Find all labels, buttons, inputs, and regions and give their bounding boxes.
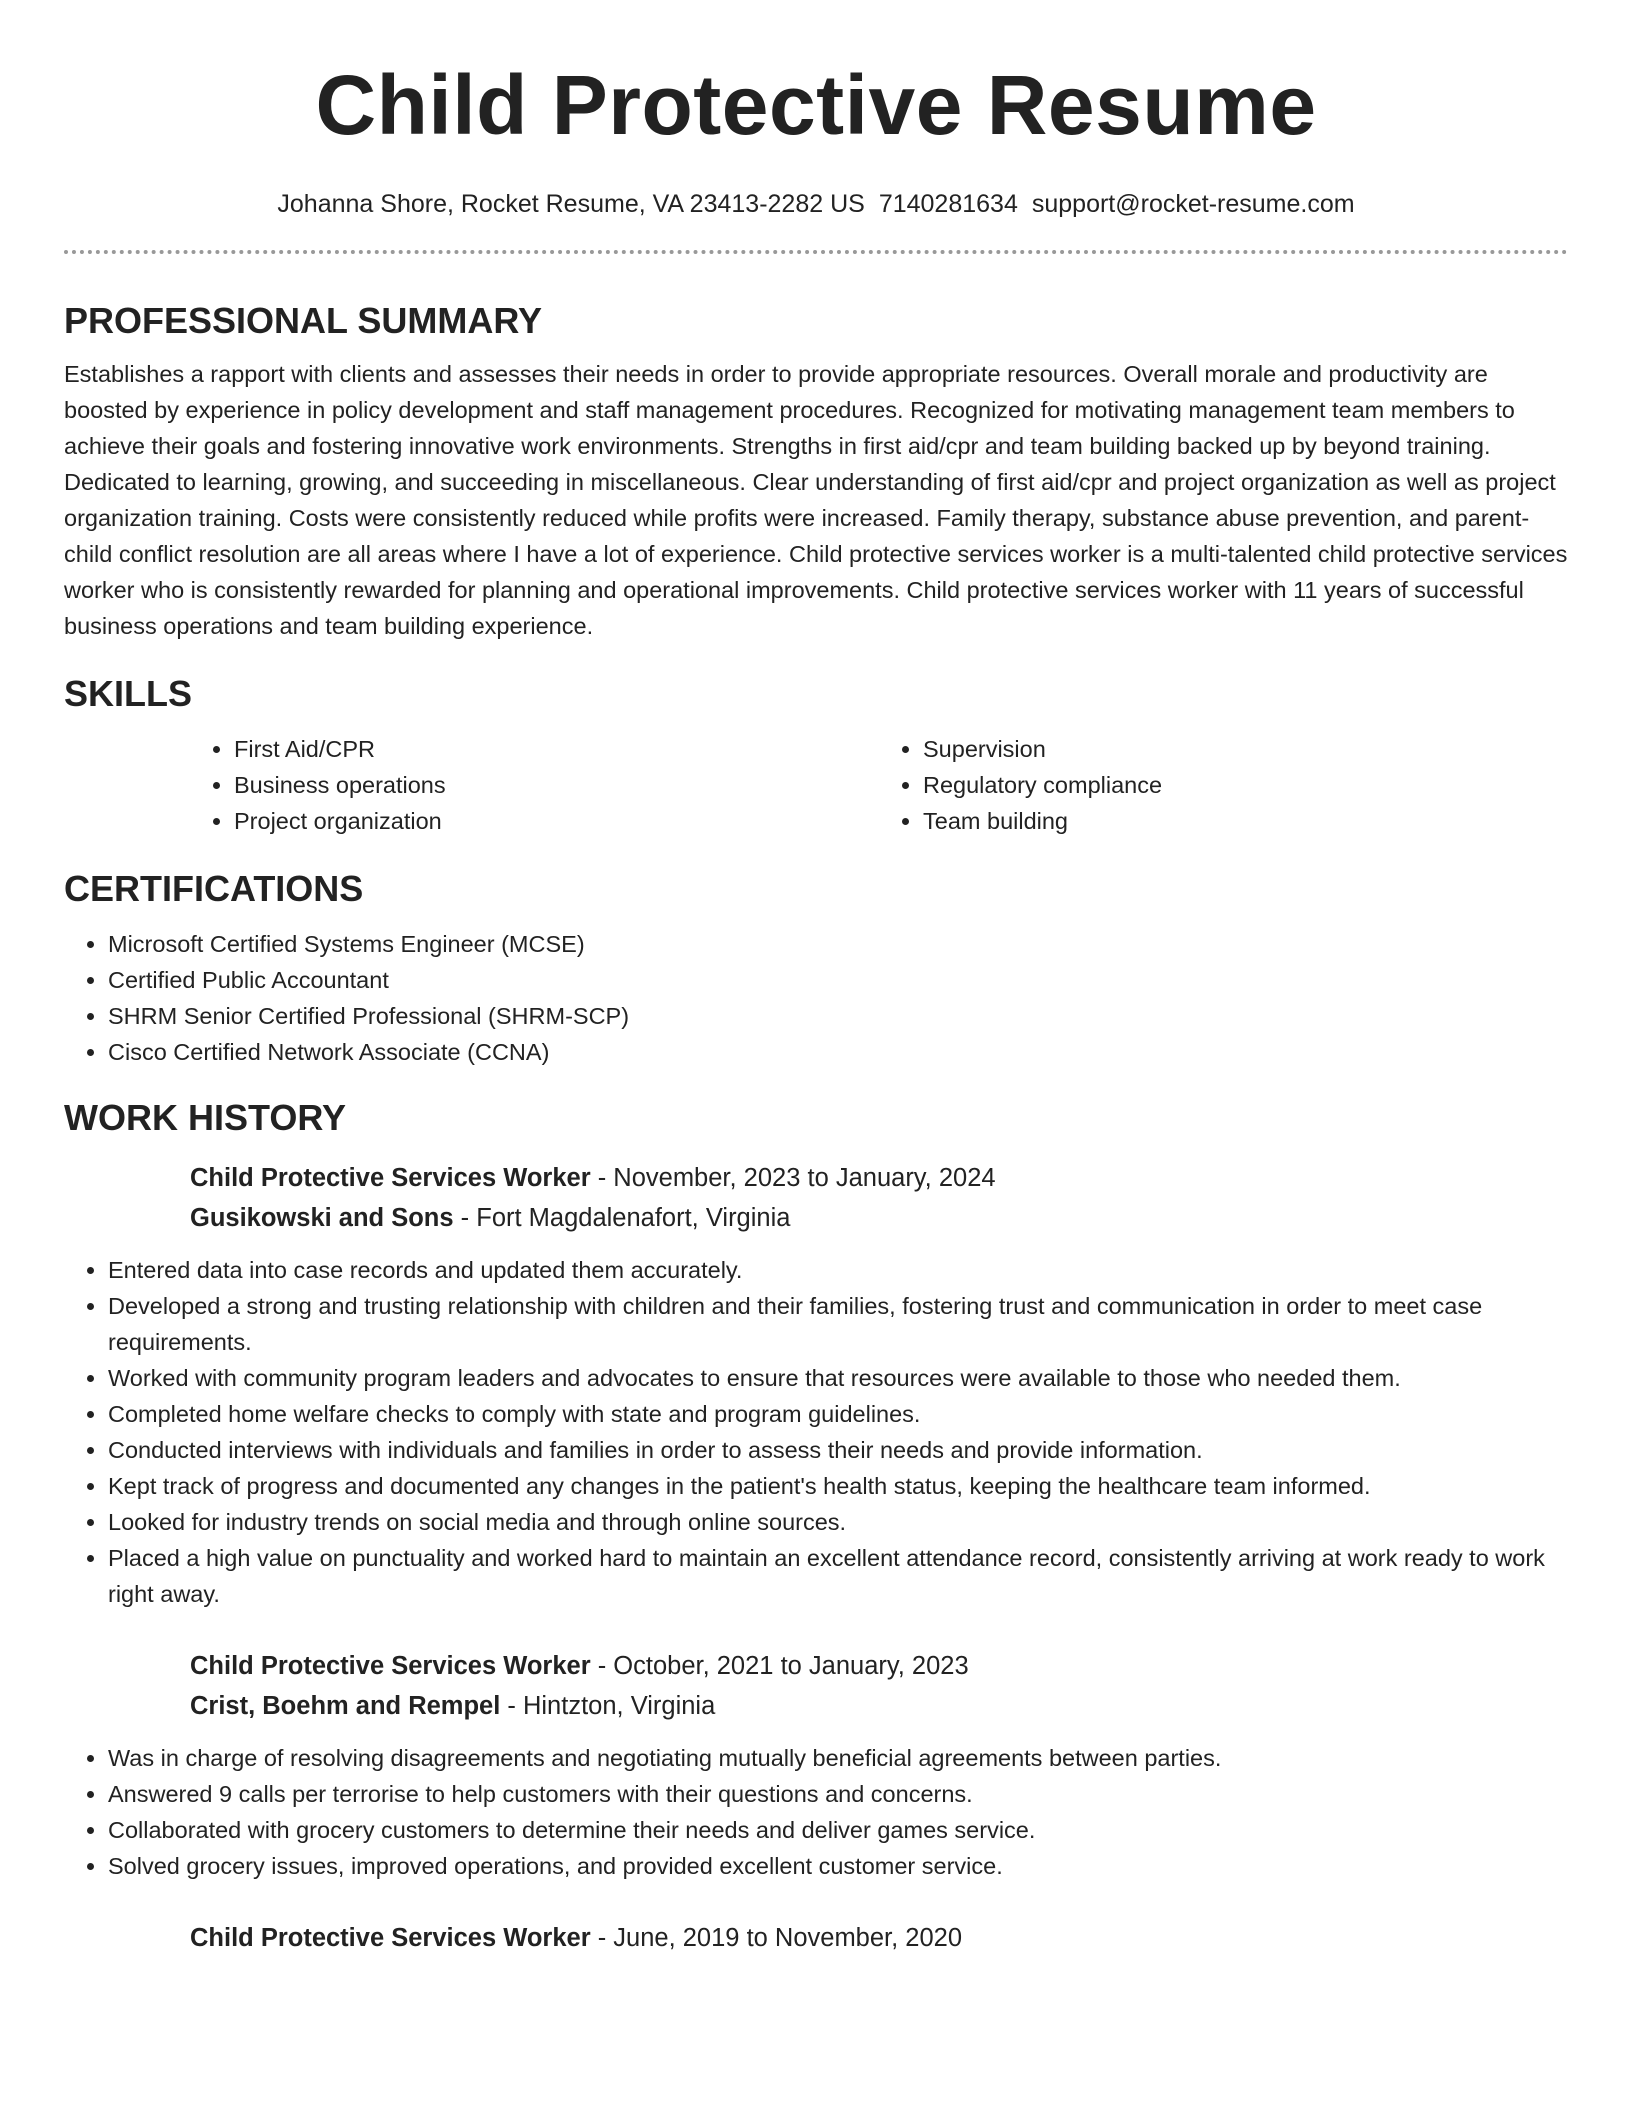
summary-text: Establishes a rapport with clients and assesses their needs in order to provide appropriate resources. Overall morale and productivity are boosted by experience in policy development and staff management procedures. Recognized for motivating management team members to achieve their goals and fostering innovative work environments. Strengths in first aid/cpr and team building backed up by beyond training. Dedicated to learning, growing, and succeeding in miscellaneous. Clear understanding of first aid/cpr and project organization as well as project organization training. Costs were consistently reduced while profits were increased. Family therapy, substance abuse prevention, and parent-child conflict resolution are all areas where I have a lot of experience. Child protective services worker is a multi-talented child protective services worker who is consistently rewarded for planning and operational improvements. Child protective services worker with 11 years of successful business operations and team building experience. [64,361,1568,639]
list-item: • Team building [923,803,1568,839]
job-location: - Fort Magdalenafort, Virginia [453,1204,791,1232]
contact-line [64,188,1568,220]
header-divider [64,250,1568,254]
certifications-heading: CERTIFICATIONS [64,868,364,909]
job-company: Gusikowski and Sons [190,1204,454,1232]
job-title-line [190,1158,1568,1198]
job-entry [190,1646,1568,1726]
list-item: • Supervision [923,731,1568,767]
list-item: • Was in charge of resolving disagreements and negotiating mutually beneficial agreements between parties. [108,1740,1568,1776]
list-item: • Collaborated with grocery customers to determine their needs and deliver games service. [108,1812,1568,1848]
list-item: • Regulatory compliance [923,767,1568,803]
list-item: • SHRM Senior Certified Professional (SHRM-SCP) [108,998,1568,1034]
list-item: • Completed home welfare checks to comply with state and program guidelines. [108,1396,1568,1432]
list-item: • Entered data into case records and updated them accurately. [108,1252,1568,1288]
job-location: - Hintzton, Virginia [500,1692,716,1720]
list-item: • Microsoft Certified Systems Engineer (MCSE) [108,926,1568,962]
list-item: • Project organization [234,803,879,839]
job-title: Child Protective Services Worker [190,1164,591,1192]
contact-address: Johanna Shore, Rocket Resume, VA 23413-2282 US [277,190,865,218]
job-entry [190,1158,1568,1238]
list-item: • Answered 9 calls per terrorise to help customers with their questions and concerns. [108,1776,1568,1812]
job-title: Child Protective Services Worker [190,1652,591,1680]
job-duties-list [64,1740,1568,1884]
contact-email[interactable]: support@rocket-resume.com [1031,190,1355,218]
list-item: • Kept track of progress and documented any changes in the patient's health status, keeping the healthcare team informed. [108,1468,1568,1504]
list-item: • Business operations [234,767,879,803]
work-history-heading: WORK HISTORY [64,1097,347,1138]
list-item: • Developed a strong and trusting relationship with children and their families, fostering trust and communication in order to meet case requirements. [108,1288,1568,1360]
list-item: • Certified Public Accountant [108,962,1568,998]
job-dates: - November, 2023 to January, 2024 [590,1164,996,1192]
job-title: Child Protective Services Worker [190,1924,591,1952]
certifications-list [64,926,1568,1070]
list-item: • Conducted interviews with individuals and families in order to assess their needs and provide information. [108,1432,1568,1468]
job-title-line [190,1646,1568,1686]
job-title-line [190,1918,1568,1958]
list-item: • Placed a high value on punctuality and worked hard to maintain an excellent attendance record, consistently arriving at work ready to work right away. [108,1540,1568,1612]
skills-list [190,731,1568,839]
skills-heading: SKILLS [64,673,193,714]
summary-heading: PROFESSIONAL SUMMARY [64,300,543,341]
job-duties-list [64,1252,1568,1612]
job-company: Crist, Boehm and Rempel [190,1692,501,1720]
job-company-line [190,1198,1568,1238]
list-item: • Solved grocery issues, improved operations, and provided excellent customer service. [108,1848,1568,1884]
job-dates: - October, 2021 to January, 2023 [590,1652,969,1680]
job-company-line [190,1686,1568,1726]
resume-title: Child Protective Resume [315,58,1317,152]
job-entry [190,1918,1568,1958]
resume-page [64,0,1568,1958]
skills-column-right [879,731,1568,839]
list-item: • First Aid/CPR [234,731,879,767]
skills-column-left [190,731,879,839]
list-item: • Cisco Certified Network Associate (CCNA) [108,1034,1568,1070]
contact-phone: 7140281634 [878,190,1018,218]
list-item: • Worked with community program leaders and advocates to ensure that resources were available to those who needed them. [108,1360,1568,1396]
job-dates: - June, 2019 to November, 2020 [590,1924,963,1952]
list-item: • Looked for industry trends on social media and through online sources. [108,1504,1568,1540]
